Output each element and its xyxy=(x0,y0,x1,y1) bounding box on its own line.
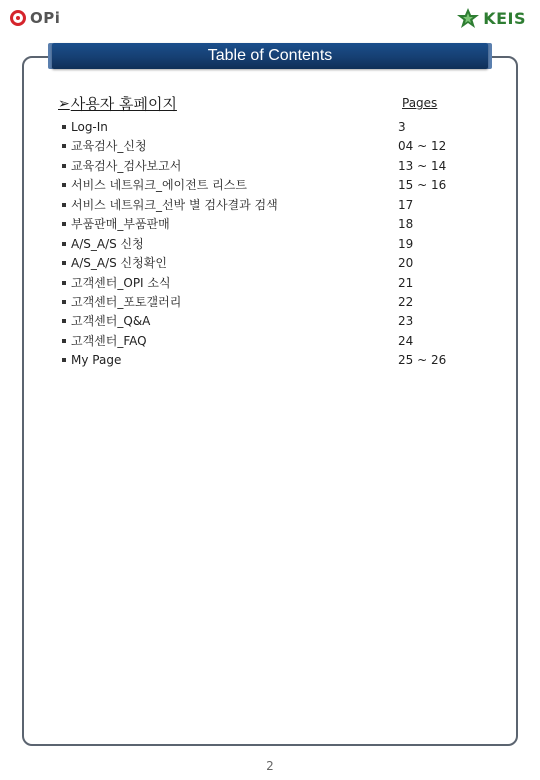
toc-entry-page: 22 xyxy=(398,294,414,309)
toc-entry[interactable] xyxy=(62,139,482,158)
square-bullet-icon xyxy=(62,222,66,226)
opi-logo-icon xyxy=(10,10,26,26)
square-bullet-icon xyxy=(62,183,66,187)
square-bullet-icon xyxy=(62,164,66,168)
square-bullet-icon xyxy=(62,281,66,285)
toc-entry-page: 25 ~ 26 xyxy=(398,353,447,368)
toc-entry-label: 교육검사_신청 xyxy=(71,139,147,154)
keis-logo-icon xyxy=(457,8,479,28)
toc-entry[interactable] xyxy=(62,276,482,295)
square-bullet-icon xyxy=(62,319,66,323)
toc-list xyxy=(62,120,482,373)
toc-entry-label: 고객센터_OPI 소식 xyxy=(71,275,171,290)
toc-entry[interactable] xyxy=(62,217,482,236)
toc-entry-label: 서비스 네트워크_선박 별 검사결과 검색 xyxy=(71,197,278,212)
toc-entry-label: A/S_A/S 신청확인 xyxy=(71,256,167,271)
section-title: 사용자 홈페이지 xyxy=(70,95,177,113)
toc-entry-page: 21 xyxy=(398,275,414,290)
pages-column-header: Pages xyxy=(402,96,438,110)
opi-logo xyxy=(10,7,60,29)
toc-entry-label: 교육검사_검사보고서 xyxy=(71,158,182,173)
toc-entry[interactable] xyxy=(62,198,482,217)
opi-logo-text: OPi xyxy=(30,9,61,27)
toc-entry[interactable] xyxy=(62,256,482,275)
toc-entry-page: 13 ~ 14 xyxy=(398,158,447,173)
toc-entry-page: 24 xyxy=(398,333,414,348)
square-bullet-icon xyxy=(62,242,66,246)
toc-entry-label: 부품판매_부품판매 xyxy=(71,217,170,232)
toc-entry[interactable] xyxy=(62,334,482,353)
toc-entry[interactable] xyxy=(62,237,482,256)
toc-entry-label: A/S_A/S 신청 xyxy=(71,236,144,251)
toc-entry-page: 04 ~ 12 xyxy=(398,139,447,154)
square-bullet-icon xyxy=(62,125,66,129)
toc-entry-page: 23 xyxy=(398,314,414,329)
toc-entry-page: 15 ~ 16 xyxy=(398,178,447,193)
page-number: 2 xyxy=(266,759,274,773)
toc-entry-label: 고객센터_포토갤러리 xyxy=(71,294,182,309)
square-bullet-icon xyxy=(62,358,66,362)
section-heading xyxy=(58,93,177,114)
toc-entry[interactable] xyxy=(62,353,482,372)
square-bullet-icon xyxy=(62,300,66,304)
toc-entry[interactable] xyxy=(62,314,482,333)
square-bullet-icon xyxy=(62,339,66,343)
toc-banner xyxy=(52,43,488,69)
toc-entry[interactable] xyxy=(62,120,482,139)
toc-entry-page: 19 xyxy=(398,236,414,251)
toc-entry-label: 서비스 네트워크_에이전트 리스트 xyxy=(71,178,247,193)
keis-logo-text: KEIS xyxy=(483,8,526,28)
square-bullet-icon xyxy=(62,144,66,148)
toc-entry[interactable] xyxy=(62,159,482,178)
toc-entry-label: 고객센터_Q&A xyxy=(71,314,151,329)
toc-entry[interactable] xyxy=(62,295,482,314)
toc-entry-page: 17 xyxy=(398,197,414,212)
toc-entry-label: 고객센터_FAQ xyxy=(71,333,147,348)
toc-entry-label: Log-In xyxy=(71,120,108,134)
toc-entry[interactable] xyxy=(62,178,482,197)
square-bullet-icon xyxy=(62,203,66,207)
toc-entry-page: 20 xyxy=(398,256,414,271)
square-bullet-icon xyxy=(62,261,66,265)
toc-entry-label: My Page xyxy=(71,353,122,368)
arrow-bullet-icon: ➢ xyxy=(58,95,70,112)
toc-entry-page: 18 xyxy=(398,217,414,232)
toc-entry-page: 3 xyxy=(398,120,406,134)
toc-banner-title: Table of Contents xyxy=(207,47,333,64)
keis-logo xyxy=(457,8,526,28)
